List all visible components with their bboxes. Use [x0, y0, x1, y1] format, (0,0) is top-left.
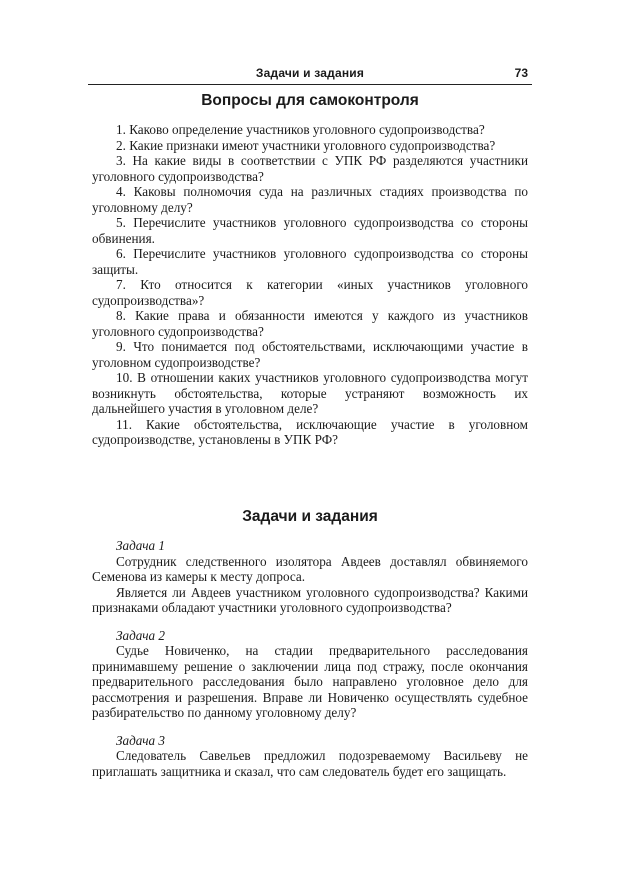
question-item: 3. На какие виды в соответствии с УПК РФ разделяются участники уголовного судопроизводства? — [92, 153, 528, 184]
task-1 — [92, 538, 528, 616]
task-label: Задача 2 — [116, 627, 165, 643]
question-item: 9. Что понимается под обстоятельствами, исключающими участие в уголовном судопроизводстве? — [92, 339, 528, 370]
task-label: Задача 1 — [116, 538, 165, 553]
question-item: 8. Какие права и обязанности имеются у каждого из участников уголовного судопроизводства? — [92, 308, 528, 339]
task-paragraph: Следователь Савельев предложил подозреваемому Васильеву не приглашать защитника и сказал, что сам следователь будет его защищать. — [92, 748, 528, 779]
questions-list — [92, 122, 528, 448]
running-head-title: Задачи и задания — [255, 66, 365, 80]
task-2 — [92, 628, 528, 721]
question-item: 11. Какие обстоятельства, исключающие участие в уголовном судопроизводстве, установлены в УПК РФ? — [92, 416, 528, 447]
question-item: 4. Каковы полномочия суда на различных стадиях производства по уголовному делу? — [92, 184, 528, 215]
task-paragraph: Является ли Авдеев участником уголовного судопроизводства? Какими признаками обладают участники уголовного судопроизводства? — [92, 584, 528, 615]
tasks-list — [92, 538, 528, 791]
header-rule — [88, 84, 532, 85]
task-3 — [92, 733, 528, 780]
question-item: 1. Каково определение участников уголовного судопроизводства? — [116, 122, 485, 137]
tasks-heading: Задачи и задания — [242, 508, 378, 525]
question-item: 10. В отношении каких участников уголовного судопроизводства могут возникнуть обстоятельства, которые устраняют возможность их дальнейшего участия в уголовном деле? — [92, 370, 528, 416]
question-item: 6. Перечислите участников уголовного судопроизводства со стороны защиты. — [92, 246, 528, 277]
question-item: 2. Какие признаки имеют участники уголовного судопроизводства? — [116, 137, 496, 153]
task-paragraph: Сотрудник следственного изолятора Авдеев доставлял обвиняемого Семенова из камеры к месту допроса. — [92, 553, 528, 584]
questions-heading: Вопросы для самоконтроля — [201, 92, 419, 109]
question-item: 5. Перечислите участников уголовного судопроизводства со стороны обвинения. — [92, 215, 528, 246]
question-item: 7. Кто относится к категории «иных участников уголовного судопроизводства»? — [92, 277, 528, 308]
running-head — [88, 66, 532, 84]
page-number: 73 — [514, 66, 528, 80]
task-paragraph: Судье Новиченко, на стадии предварительного расследования принимавшему решение о заключении лица под стражу, после окончания предварительного расследования было направлено уголовное дело для рассмотрения и разрешения. Вправе ли Новиченко осуществлять судебное разбирательство по данному уголовному делу? — [92, 643, 528, 720]
task-label: Задача 3 — [116, 732, 165, 748]
